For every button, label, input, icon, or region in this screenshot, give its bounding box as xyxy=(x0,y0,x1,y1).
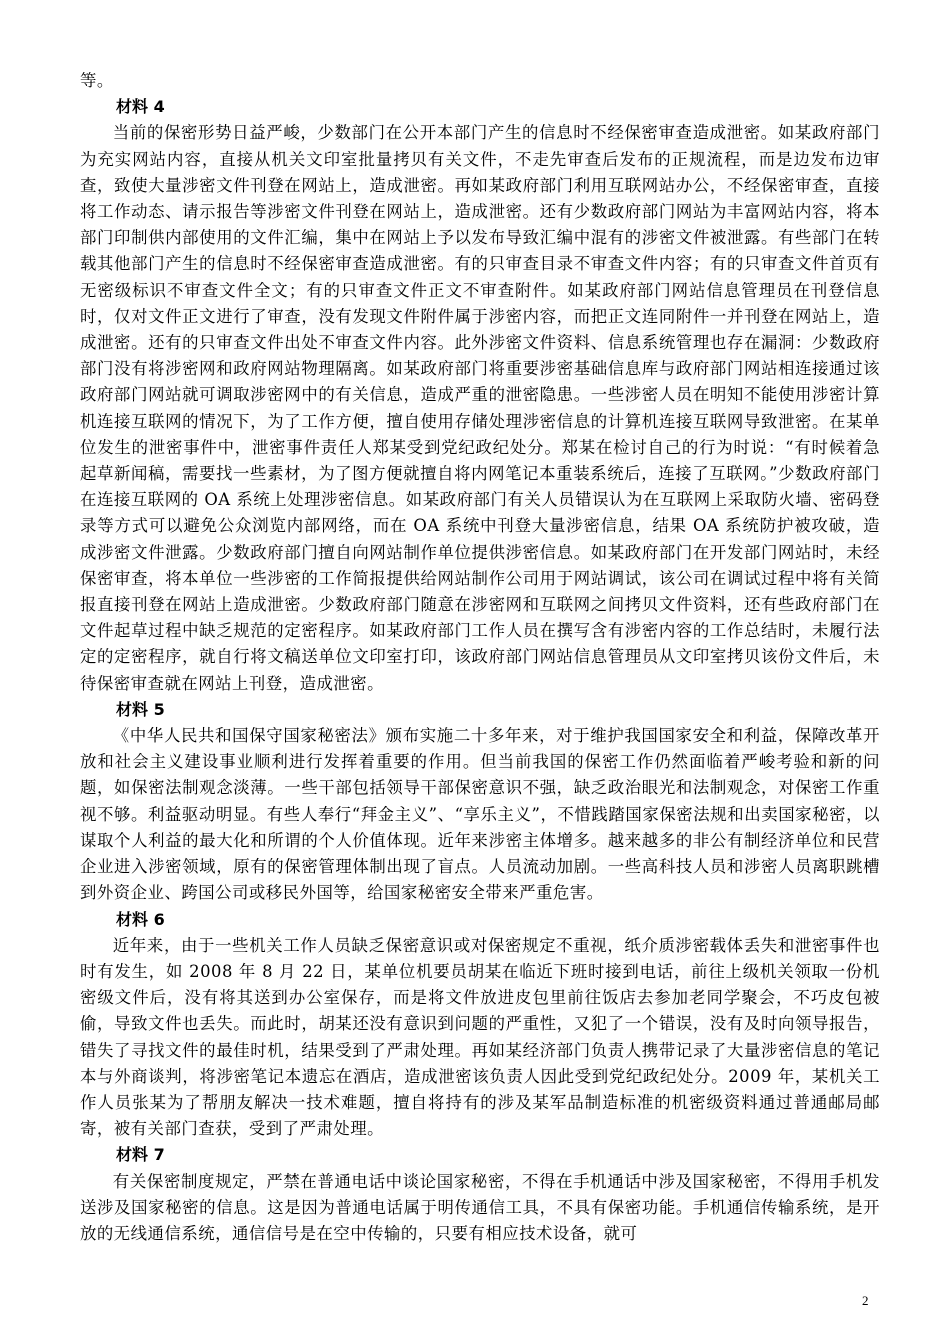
paragraph-continuation: 等。 xyxy=(80,71,114,90)
heading-material-5: 材料 5 xyxy=(116,699,165,719)
paragraph-material-5: 《中华人民共和国保守国家秘密法》颁布实施二十多年来，对于维护我国国家安全和利益，保障改革开放和社会主义建设事业顺利进行发挥着重要的作用。但当前我国的保密工作仍然面临着严峻考验和新的问题，如保密法制观念淡薄。一些干部包括领导干部保密意识不强，缺乏政治眼光和法制观念，对保密工作重视不够。利益驱动明显。有些人奉行“拜金主义”、“享乐主义”，不惜践踏国家保密法规和出卖国家秘密，以谋取个人利益的最大化和所谓的个人价值体现。近年来涉密主体增多。越来越多的非公有制经济单位和民营企业进入涉密领域，原有的保密管理体制出现了盲点。人员流动加剧。一些高科技人员和涉密人员离职跳槽到外资企业、跨国公司或移民外国等，给国家秘密安全带来严重危害。 xyxy=(80,726,880,903)
heading-material-4: 材料 4 xyxy=(116,97,165,117)
document-page xyxy=(80,68,880,1247)
heading-material-7: 材料 7 xyxy=(116,1145,165,1165)
paragraph-material-7: 有关保密制度规定，严禁在普通电话中谈论国家秘密，不得在手机通话中涉及国家秘密，不得用手机发送涉及国家秘密的信息。这是因为普通电话属于明传通信工具，不具有保密功能。手机通信传输系统，是开放的无线通信系统，通信信号是在空中传输的，只要有相应技术设备，就可 xyxy=(80,1171,880,1243)
paragraph-material-4: 当前的保密形势日益严峻，少数部门在公开本部门产生的信息时不经保密审查造成泄密。如某政府部门为充实网站内容，直接从机关文印室批量拷贝有关文件，不走先审查后发布的正规流程，而是边发布边审查，致使大量涉密文件刊登在网站上，造成泄密。再如某政府部门利用互联网站办公，不经保密审查，直接将工作动态、请示报告等涉密文件刊登在网站上，造成泄密。还有少数政府部门网站为丰富网站内容，将本部门印制供内部使用的文件汇编，集中在网站上予以发布导致汇编中混有的涉密文件被泄露。有些部门在转载其他部门产生的信息时不经保密审查造成泄密。有的只审查目录不审查文件内容；有的只审查文件首页有无密级标识不审查文件全文；有的只审查文件正文不审查附件。如某政府部门网站信息管理员在刊登信息时，仅对文件正文进行了审查，没有发现文件附件属于涉密内容，而把正文连同附件一并刊登在网站上，造成泄密。还有的只审查文件出处不审查文件内容。此外涉密文件资料、信息系统管理也存在漏洞：少数政府部门没有将涉密网和政府网站物理隔离。如某政府部门将重要涉密基础信息库与政府部门网站相连接通过该政府部门网站就可调取涉密网中的有关信息，造成严重的泄密隐患。一些涉密人员在明知不能使用涉密计算机连接互联网的情况下，为了工作方便，擅自使用存储处理涉密信息的计算机连接互联网导致泄密。在某单位发生的泄密事件中，泄密事件责任人郑某受到党纪政纪处分。郑某在检讨自己的行为时说：“有时候着急起草新闻稿，需要找一些素材，为了图方便就擅自将内网笔记本重装系统后，连接了互联网。”少数政府部门在连接互联网的 OA 系统上处理涉密信息。如某政府部门有关人员错误认为在互联网上采取防火墙、密码登录等方式可以避免公众浏览内部网络，而在 OA 系统中刊登大量涉密信息，结果 OA 系统防护被攻破，造成涉密文件泄露。少数政府部门擅自向网站制作单位提供涉密信息。如某政府部门在开发部门网站时，未经保密审查，将本单位一些涉密的工作简报提供给网站制作公司用于网站调试，该公司在调试过程中将有关简报直接刊登在网站上造成泄密。少数政府部门随意在涉密网和互联网之间拷贝文件资料，还有些政府部门在文件起草过程中缺乏规范的定密程序。如某政府部门工作人员在撰写含有涉密内容的工作总结时，未履行法定的定密程序，就自行将文稿送单位文印室打印，该政府部门网站信息管理员从文印室拷贝该份文件后，未待保密审查就在网站上刊登，造成泄密。 xyxy=(80,123,880,693)
paragraph-material-6: 近年来，由于一些机关工作人员缺乏保密意识或对保密规定不重视，纸介质涉密载体丢失和泄密事件也时有发生，如 2008 年 8 月 22 日，某单位机要员胡某在临近下班时接到电话，前往上级机关领取一份机密级文件后，没有将其送到办公室保存，而是将文件放进皮包里前往饭店去参加老同学聚会，不巧皮包被偷，导致文件也丢失。而此时，胡某还没有意识到问题的严重性，又犯了一个错误，没有及时向领导报告，错失了寻找文件的最佳时机，结果受到了严肃处理。再如某经济部门负责人携带记录了大量涉密信息的笔记本与外商谈判，将涉密笔记本遗忘在酒店，造成泄密该负责人因此受到党纪政纪处分。2009 年，某机关工作人员张某为了帮朋友解决一技术难题，擅自将持有的涉及某军品制造标准的机密级资料通过普通邮局邮寄，被有关部门查获，受到了严肃处理。 xyxy=(80,935,880,1139)
page-number: 2 xyxy=(862,1293,869,1308)
heading-material-6: 材料 6 xyxy=(116,909,165,929)
